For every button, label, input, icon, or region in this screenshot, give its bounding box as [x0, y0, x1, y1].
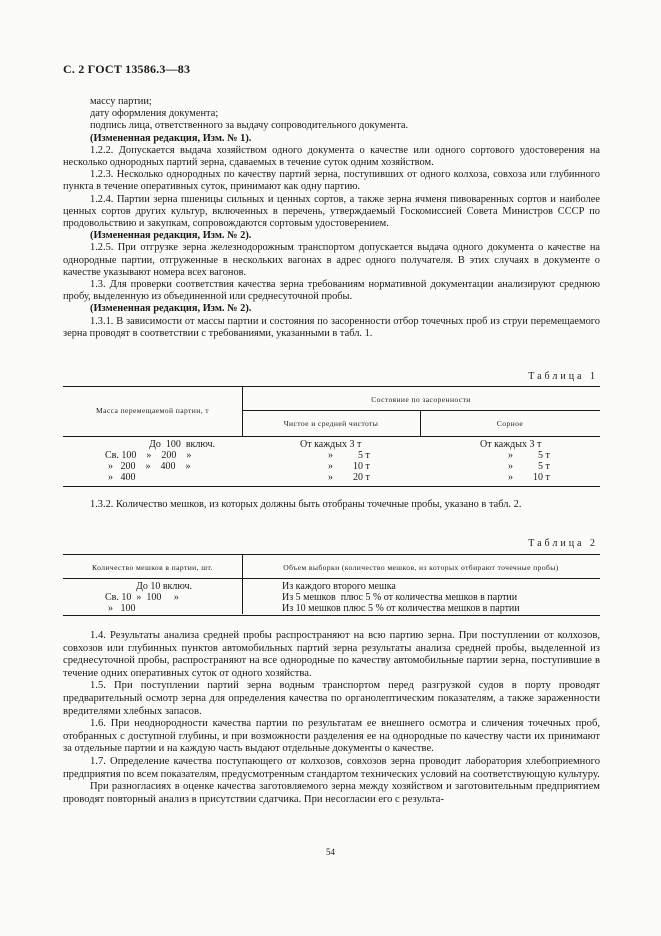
paragraph-1-7: 1.7. Определение качества поступающего от колхозов, совхозов зерна проводит лаборатория хлебоприемного предприятия по всем показателям, предусмотренным стандартом технических условий на соответствующую культуру.: [63, 755, 600, 780]
table-cell: » 200 » 400 »: [108, 461, 191, 472]
table2-col2-header: Объем выборки (количество мешков, из которых отбирают точечные пробы): [283, 563, 559, 572]
list-item: массу партии;: [90, 96, 152, 107]
table-cell: » 10 т: [508, 472, 550, 483]
list-item: дату оформления документа;: [90, 108, 219, 120]
amendment-note: (Измененная редакция, Изм. № 2).: [90, 230, 252, 242]
page-number: 54: [326, 847, 335, 857]
table1-col3-header: Сорное: [496, 419, 524, 428]
paragraph-1-3-2: [90, 499, 600, 511]
table-cell: » 5 т: [508, 461, 550, 472]
table-cell: » 100: [108, 603, 136, 614]
table-cell: Из 10 мешков плюс 5 % от количества мешков в партии: [282, 603, 520, 614]
paragraph-1-2-5: 1.2.5. При отгрузке зерна железнодорожным транспортом допускается выдача одного документа о качестве на однородные партии, отгруженные в нескольких вагонах в адрес одного получателя. В этих случаях в документе о качестве указывают номера всех вагонов.: [63, 242, 600, 278]
table-cell: » 20 т: [328, 472, 370, 483]
bottom-text-block: [63, 630, 600, 806]
table-cell: Из 5 мешков плюс 5 % от количества мешков в партии: [282, 592, 518, 603]
paragraph-disputes: При разногласиях в оценке качества заготовляемого зерна между хозяйством и заготовительным предприятием проводят повторный анализ в присутствии сдатчика. При несогласии его с результа-: [63, 781, 600, 805]
paragraph-1-2-4: 1.2.4. Партии зерна пшеницы сильных и ценных сортов, а также зерна ячменя пивоваренных сортов и наиболее ценных сортов других культур, включенных в перечень, утверждаемый Госкомиссией Совета Министров СССР по продовольствию и закупкам, сопровождаются сортовым удостоверением.: [63, 193, 600, 230]
paragraph-1-2-3: 1.2.3. Несколько однородных по качеству партий зерна, поступивших от одного колхоза, совхоза или глубинного пункта в течение оперативных суток, принимают как одну партию.: [63, 169, 600, 193]
page-header: С. 2 ГОСТ 13586.3—83: [63, 62, 191, 76]
top-text-block: [63, 96, 600, 340]
table1-col1-header: Масса перемещаемой партии, т: [95, 406, 210, 415]
table-cell: Св. 100 » 200 »: [105, 450, 192, 461]
paragraph-1-5: 1.5. При поступлении партий зерна водным транспортом перед разгрузкой судов в порту проводят предварительный осмотр зерна для определения качества по органолептическим показателям, а также зараженности вредителями хлебных запасов.: [63, 680, 600, 717]
table1-caption: Таблица 1: [528, 371, 598, 382]
amendment-note: (Измененная редакция, Изм. № 2).: [90, 303, 252, 315]
table-cell: От каждых 3 т: [300, 439, 362, 450]
table-cell: До 100 включ.: [149, 439, 216, 450]
table-cell: » 5 т: [508, 450, 550, 461]
table-cell: До 10 включ.: [136, 581, 193, 592]
paragraph-1-4: 1.4. Результаты анализа средней пробы распространяют на всю партию зерна. При поступлении от колхозов, совхозов или глубинных пунктов автомобильных партий зерна результаты анализа средней пробы, выделенной из среднесуточной пробы, распространяют на все однородные по качеству автомобильные партии зерна, поступившие в течение одних оперативных суток от одного хозяйства.: [63, 630, 600, 679]
table2-col1-header: Количество мешков в партии, шт.: [92, 563, 213, 572]
amendment-note: (Измененная редакция, Изм. № 1).: [90, 132, 252, 144]
table-cell: » 400: [108, 472, 136, 483]
table-cell: От каждых 3 т: [480, 439, 542, 450]
paragraph-text: 1.3.2. Количество мешков, из которых должны быть отобраны точечные пробы, указано в табл. 2.: [90, 499, 522, 510]
table-cell: Св. 10 » 100 »: [105, 592, 179, 603]
table1-group-header: Состояние по засоренности: [371, 395, 471, 404]
table-cell: » 5 т: [328, 450, 370, 461]
table-cell: Из каждого второго мешка: [282, 581, 396, 592]
list-item: подпись лица, ответственного за выдачу сопроводительного документа.: [90, 120, 409, 132]
table1-col2-header: Чистое и средней чистоты: [283, 419, 379, 428]
paragraph-1-3-1: 1.3.1. В зависимости от массы партии и состояния по засоренности отбор точечных проб из струи перемещаемого зерна проводят в соответствии с требованиями, указанными в табл. 1.: [63, 315, 600, 339]
paragraph-1-2-2: 1.2.2. Допускается выдача хозяйством одного документа о качестве или одного сортового удостоверения на несколько однородных партий зерна, сдаваемых в течение суток одним хозяйством.: [63, 144, 600, 169]
table2-caption: Таблица 2: [528, 538, 598, 549]
paragraph-1-6: 1.6. При неоднородности качества партии по результатам ее внешнего осмотра и сличения точечных проб, отобранных с доступной глубины, и при возможности разделения ее на однородные по качеству части их принимают за отдельные партии и на каждую часть выдают отдельные документы о качестве.: [63, 718, 600, 755]
table-cell: » 10 т: [328, 461, 370, 472]
paragraph-1-3: 1.3. Для проверки соответствия качества зерна требованиям нормативной документации анализируют среднюю пробу, выделенную из объединенной или среднесуточной пробы.: [63, 279, 600, 303]
